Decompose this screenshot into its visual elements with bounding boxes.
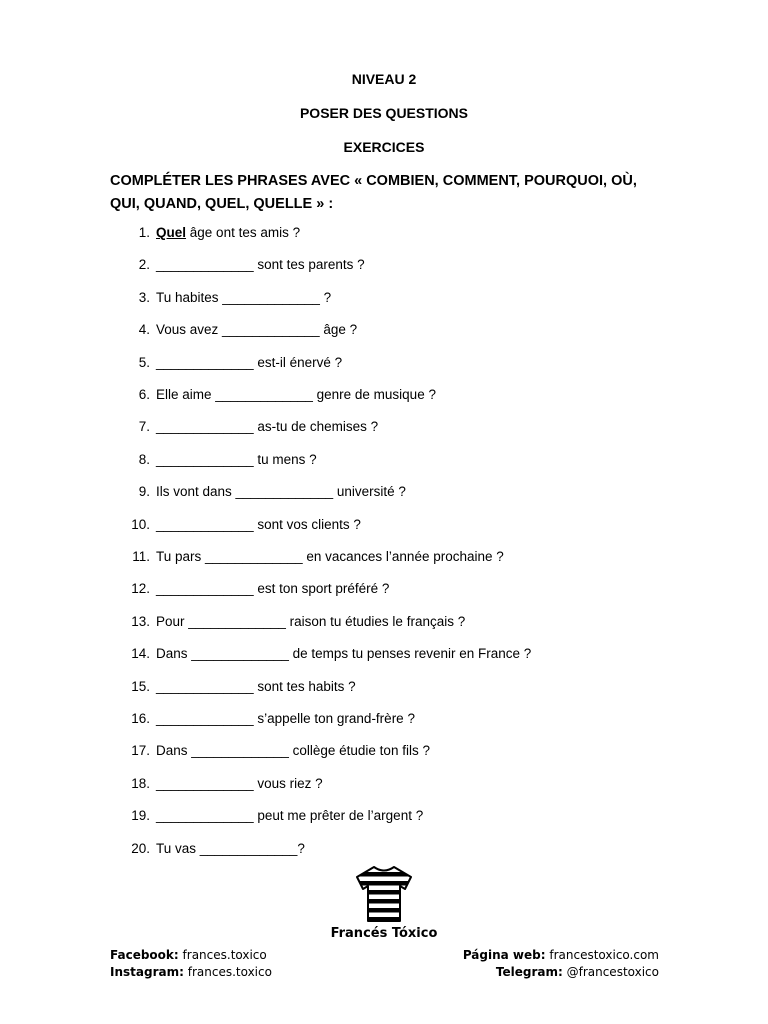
topic-heading: POSER DES QUESTIONS [299,105,469,121]
exercise-sentence: _____________ as-tu de chemises ? [156,419,379,435]
exercise-text [156,646,531,661]
exercise-sentence: _____________ est ton sport préféré ? [156,581,390,597]
exercise-sentence: _____________ tu mens ? [156,451,317,467]
brand-name: Francés Tóxico [330,926,438,941]
exercise-number: 2. [138,257,150,273]
exercise-number: 14. [131,646,150,662]
instruction-text: COMPLÉTER LES PHRASES AVEC « COMBIEN, COMMENT, POURQUOI, OÙ, QUI, QUAND, QUEL, QUELLE » : [110,173,637,212]
exercise-sentence: _____________ sont tes habits ? [156,678,356,694]
exercise-text [156,322,357,337]
exercise-sentence: Vous avez _____________ âge ? [156,322,358,338]
exercise-text [156,257,365,272]
exercise-number: 10. [131,516,150,532]
instagram-handle[interactable]: frances.toxico [187,965,272,979]
exercise-number: 1. [138,225,150,240]
exercise-number: 16. [131,711,150,726]
example-answer: Quel [156,225,187,240]
footer-social-left [110,947,272,981]
exercise-sentence: _____________ sont tes parents ? [156,257,365,273]
exercise-text [156,549,504,564]
exercise-sentence: âge ont tes amis ? [189,225,301,240]
exercise-number: 11. [132,549,150,564]
exercise-number: 20. [131,840,150,856]
exercise-text [156,355,342,370]
exercise-sentence: Dans _____________ collège étudie ton fils ? [156,743,430,759]
exercise-sentence: _____________ sont vos clients ? [156,516,361,532]
exercise-number: 19. [131,808,150,824]
exercise-sentence: Elle aime _____________ genre de musique ? [156,387,436,402]
exercise-number: 12. [131,581,150,597]
striped-shirt-icon [354,864,414,924]
instagram-label: Instagram: [110,965,184,979]
exercise-number: 5. [138,354,150,370]
exercise-sentence: Dans _____________ de temps tu penses revenir en France ? [156,646,532,662]
exercise-number: 6. [138,387,150,402]
exercise-sentence: _____________ peut me prêter de l’argent ? [156,808,424,824]
exercise-text [156,841,305,856]
exercise-text [156,711,415,726]
exercise-sentence: Ils vont dans _____________ université ? [156,484,406,500]
level-heading: NIVEAU 2 [351,71,417,87]
exercise-text [156,614,465,629]
exercise-number: 8. [138,451,150,467]
exercise-sentence: Tu pars _____________ en vacances l’année prochaine ? [156,549,504,564]
exercise-sentence: Tu vas _____________? [156,840,305,856]
exercise-text [156,290,331,305]
exercise-number: 9. [138,484,150,500]
exercise-number: 4. [138,322,150,338]
exercise-text [156,387,436,402]
facebook-label: Facebook: [110,948,179,962]
exercise-number: 15. [131,678,150,694]
exercise-text [156,808,423,823]
exercise-sentence: _____________ vous riez ? [156,775,323,791]
exercise-number: 13. [131,613,150,629]
exercise-sentence: _____________ est-il énervé ? [156,354,343,370]
exercise-number: 7. [138,419,150,435]
exercise-sentence: _____________ s’appelle ton grand-frère ? [156,711,415,726]
exercise-sentence: Pour _____________ raison tu étudies le français ? [156,613,466,629]
exercise-text [156,517,361,532]
exercise-text [156,581,389,596]
web-label: Página web: [462,948,546,962]
exercise-text [156,776,323,791]
footer-social-right [463,947,659,981]
exercise-number: 18. [131,775,150,791]
exercise-text [156,743,430,758]
exercise-text [156,419,378,434]
exercise-number: 3. [138,289,150,305]
exercise-number: 17. [131,743,150,759]
exercise-text [156,225,300,240]
exercise-text [156,484,406,499]
website-link[interactable]: francestoxico.com [549,948,659,962]
exercise-text [156,679,356,694]
exercise-text [156,452,317,467]
telegram-label: Telegram: [495,965,563,979]
exercise-sentence: Tu habites _____________ ? [156,289,332,305]
section-heading: EXERCICES [343,139,425,155]
telegram-handle[interactable]: @francestoxico [566,965,659,979]
facebook-handle[interactable]: frances.toxico [182,948,267,962]
